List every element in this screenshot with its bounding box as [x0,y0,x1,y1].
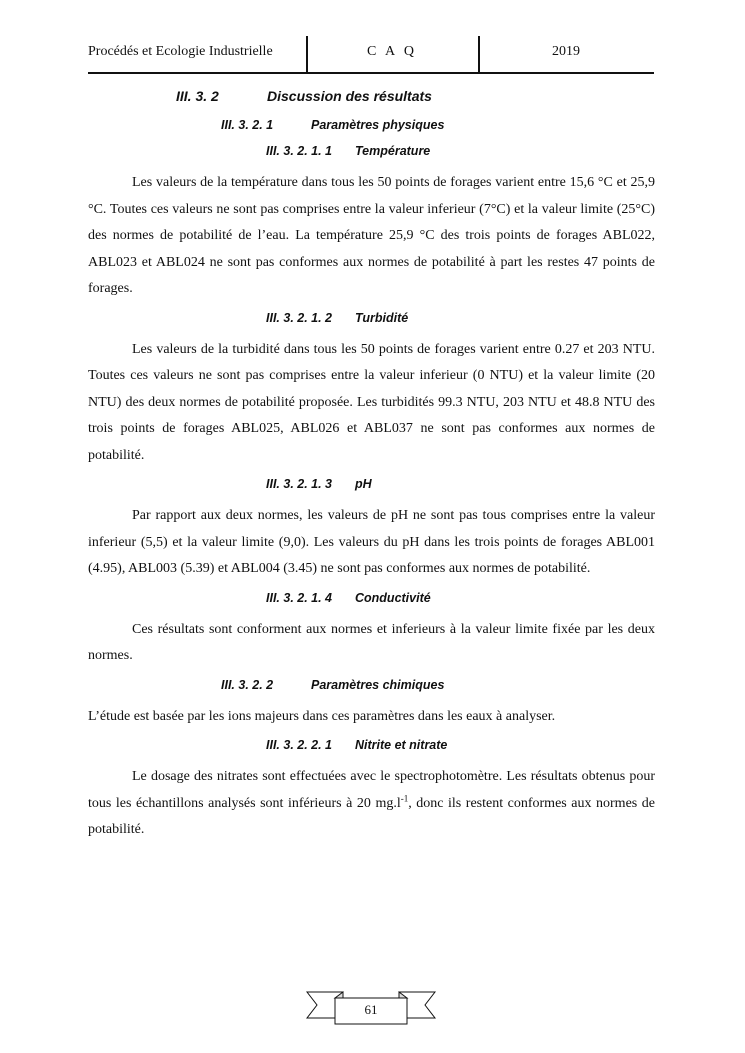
paragraph-ph: Par rapport aux deux normes, les valeurs de pH ne sont pas tous comprises entre la valeur inferieur (5,5) et la valeur limite (9,0). Les valeurs du pH dans les trois points de forages ABL001 (4.95), ABL003 (5.39) et ABL004 (3.45) ne sont pas conformes aux normes de potabilité. [88,508,655,576]
paragraph-temperature: Les valeurs de la température dans tous les 50 points de forages varient entre 15,6 °C et 25,9 °C. Toutes ces valeurs ne sont pas comprises entre la valeur inferieur (7°C) et la valeur limite (25°C) des normes de potabilité de l’eau. La température 25,9 °C des trois points de forages ABL022, ABL023 et ABL024 ne sont pas conformes aux normes de potabilité à part les restes 47 points de forages. [88,175,655,296]
section-number: III. 3. 2 [176,88,219,104]
subsubsection-heading [266,591,655,605]
section-title: Paramètres physiques [311,118,445,132]
subsubsection-heading [266,311,655,325]
header-rule [88,72,654,74]
section-title: Nitrite et nitrate [355,738,448,752]
header-center-title: C A Q [366,44,417,59]
page-body [88,86,655,852]
section-title: Paramètres chimiques [311,677,445,692]
header-year: 2019 [552,44,580,59]
section-number: III. 3. 2. 1. 2 [266,310,333,325]
subsubsection-heading [266,738,655,752]
paragraph-turbidity: Les valeurs de la turbidité dans tous les 50 points de forages varient entre 0.27 et 203 NTU. Toutes ces valeurs ne sont pas comprises entre la valeur inferieur (0 NTU) et la valeur limite (20 NTU) des deux normes de potabilité proposée. Les turbidités 99.3 NTU, 203 NTU et 48.8 NTU des trois points de forages ABL025, ABL026 et ABL037 ne sont pas conformes aux normes de potabilité. [88,341,655,463]
unit-exponent: -1 [400,792,409,803]
section-number: III. 3. 2. 2. 1 [266,738,333,752]
section-heading [176,88,655,104]
section-title: Discussion des résultats [267,88,432,104]
page-number: 61 [364,1002,378,1017]
subsubsection-heading [266,477,655,491]
subsubsection-heading [266,144,655,158]
page-number-banner [305,988,437,1028]
section-number: III. 3. 2. 2 [221,677,274,692]
paragraph-nitrite-nitrate [88,764,655,844]
section-number: III. 3. 2. 1 [221,118,274,132]
section-title: Température [355,144,431,158]
section-title: Conductivité [355,590,431,605]
paragraph-chemical: L’étude est basée par les ions majeurs dans ces paramètres dans les eaux à analyser. [88,708,556,724]
section-number: III. 3. 2. 1. 1 [266,144,333,158]
page-header [88,36,654,76]
section-title: pH [355,477,372,491]
section-title: Turbidité [355,310,409,325]
subsection-heading [221,118,655,132]
header-left-title: Procédés et Ecologie Industrielle [88,44,273,59]
paragraph-text: , donc ils restent conformes aux normes de potabilité. [88,795,655,837]
paragraph-text: Le dosage des nitrates sont effectuées avec le spectrophotomètre. Les résultats obtenus pour tous les échantillons analysés sont inférieurs à 20 mg.l [88,769,655,811]
subsection-heading [221,678,655,692]
paragraph-conductivity: Ces résultats sont conforment aux normes et inferieurs à la valeur limite fixée par les deux normes. [88,621,655,663]
section-number: III. 3. 2. 1. 3 [266,477,333,491]
section-number: III. 3. 2. 1. 4 [266,590,333,605]
